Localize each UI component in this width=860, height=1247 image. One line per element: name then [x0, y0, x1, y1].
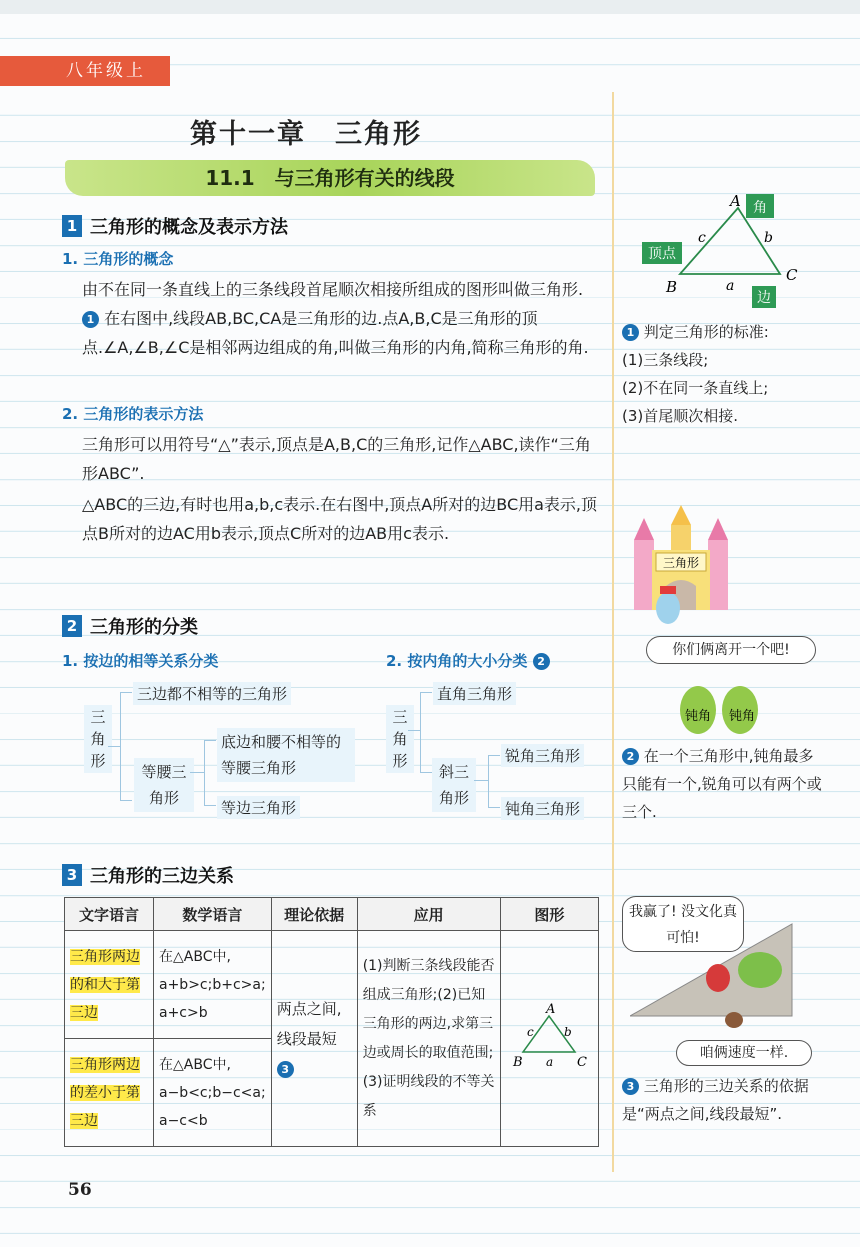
row2-math-line: a−b<c;b−c<a;: [159, 1084, 266, 1101]
table-header: 文字语言: [65, 898, 154, 931]
tree1-node-iso-noneq: 底边和腰不相等的等腰三角形: [217, 728, 355, 782]
tree1-branch1: [120, 692, 132, 693]
small-fig-B: B: [513, 1054, 523, 1070]
note-marker-2: 2: [533, 653, 550, 670]
part1-heading: [62, 213, 288, 239]
basis-cell: [271, 931, 357, 1147]
sidebar-note2: [622, 742, 822, 826]
castle-speech-bubble: 你们俩离开一个吧!: [646, 636, 816, 664]
part2-num: 2: [62, 615, 82, 637]
part2-sub2-label: 2. 按内角的大小分类: [386, 652, 528, 670]
part2-title: 三角形的分类: [90, 617, 198, 638]
obtuse-char-1: 钝角: [684, 709, 712, 724]
row2-math-line: a−c<b: [159, 1112, 208, 1129]
row1-math-line: a+c>b: [159, 1004, 208, 1021]
fig-B: B: [666, 278, 678, 296]
angle-tag: 角: [753, 200, 767, 216]
part1-sub2: 2. 三角形的表示方法: [62, 405, 204, 423]
table-header-row: [65, 898, 599, 931]
fig-a: a: [726, 278, 735, 294]
part2-sub2: [386, 650, 550, 671]
row1-math-line: a+b>c;b+c>a;: [159, 976, 266, 993]
note-marker-1: 1: [82, 311, 99, 328]
part3-num: 3: [62, 864, 82, 886]
tree1-branch3: [204, 740, 216, 741]
fig-b: b: [764, 230, 773, 246]
row2-math-line: 在△ABC中,: [159, 1056, 231, 1073]
small-fig-A: A: [546, 1001, 556, 1017]
small-fig-a: a: [546, 1054, 554, 1069]
tree2-node-obtuse: 钝角三角形: [501, 797, 584, 820]
side-tag: 边: [757, 290, 771, 306]
note1-item: (2)不在同一条直线上;: [622, 379, 769, 397]
tree1-node-equilateral: 等边三角形: [217, 796, 300, 819]
tree2-node-acute: 锐角三角形: [501, 744, 584, 767]
row2-text: [65, 1039, 154, 1147]
obtuse-char-2: 钝角: [728, 709, 756, 724]
note-marker-1: 1: [622, 324, 639, 341]
tree1-stem2: [190, 772, 204, 773]
same-speed-speech-bubble: 咱俩速度一样.: [676, 1040, 812, 1066]
table-header: 理论依据: [271, 898, 357, 931]
sidebar-note3: [622, 1072, 822, 1128]
tree1-branch2: [120, 800, 132, 801]
top-strip: [0, 0, 860, 14]
small-fig-C: C: [577, 1054, 588, 1070]
sidebar-note1: [622, 318, 822, 430]
part1-num: 1: [62, 215, 82, 237]
basis-text: 两点之间,线段最短: [276, 999, 342, 1048]
three-sides-table: [64, 897, 599, 1147]
fig-c: c: [698, 230, 706, 246]
vertex-tag: 顶点: [648, 246, 676, 262]
tree1-bracket: [120, 692, 121, 800]
part1-sub1: 1. 三角形的概念: [62, 250, 174, 268]
tree2-branch4: [488, 807, 500, 808]
part2-sub1: 1. 按边的相等关系分类: [62, 652, 219, 670]
tree1-node-isosceles: 等腰三角形: [134, 758, 194, 812]
figure-cell: [500, 931, 598, 1147]
part1-def: 由不在同一条直线上的三条线段首尾顺次相接所组成的图形叫做三角形.: [82, 280, 584, 299]
fig-C: C: [786, 266, 798, 284]
tree2-node-oblique: 斜三角形: [432, 758, 476, 812]
obtuse-angle-characters: [672, 680, 772, 736]
part1-def-cont: 在右图中,线段AB,BC,CA是三角形的边.点A,B,C是三角形的顶点.∠A,∠B,∠C是相邻两边组成的角,叫做三角形的内角,简称三角形的角.: [82, 309, 589, 357]
part1-title: 三角形的概念及表示方法: [90, 217, 288, 238]
tree2-stem: [408, 730, 420, 731]
tree2-branch3: [488, 755, 500, 756]
note1-title: 判定三角形的标准:: [643, 323, 769, 341]
row2-text-value: 三角形两边的差小于第三边: [70, 1056, 140, 1129]
tree1-stem: [108, 746, 120, 747]
section-title: 11.1 与三角形有关的线段: [65, 160, 595, 196]
tree1-node-scalene: 三边都不相等的三角形: [133, 682, 291, 705]
note-marker-3: 3: [277, 1061, 294, 1078]
tree2-bracket: [420, 692, 421, 772]
castle-sign: 三角形: [662, 556, 700, 570]
table-row: [65, 931, 599, 1039]
small-fig-c: c: [527, 1024, 535, 1039]
row1-math: [154, 931, 272, 1039]
tree2-bracket2: [488, 755, 489, 807]
tree1-root: 三角形: [84, 705, 112, 773]
tree1-branch4: [204, 805, 216, 806]
grade-tab: 八年级上: [0, 56, 170, 86]
note-marker-3: 3: [622, 1078, 639, 1095]
application-cell: (1)判断三条线段能否组成三角形;(2)已知三角形的两边,求第三边或周长的取值范围;(3)证明线段的不等关系: [357, 931, 500, 1147]
small-fig-b: b: [564, 1024, 573, 1039]
table-header: 数学语言: [154, 898, 272, 931]
part1-paragraph1: [82, 275, 602, 362]
fig-A: A: [730, 192, 741, 210]
page-number: 56: [68, 1180, 92, 1200]
margin-divider: [612, 92, 614, 1172]
race-triangle-illustration: [630, 920, 810, 1040]
chapter-title: 第十一章 三角形: [190, 119, 422, 150]
tree1-bracket2: [204, 740, 205, 805]
row2-math: [154, 1039, 272, 1147]
note1-title-line: [622, 318, 822, 346]
tree2-branch1: [420, 692, 432, 693]
tree2-stem2: [474, 780, 488, 781]
tree2-node-right: 直角三角形: [433, 682, 516, 705]
note1-item: (1)三条线段;: [622, 351, 709, 369]
note2-text: 在一个三角形中,钝角最多只能有一个,锐角可以有两个或三个.: [622, 747, 822, 821]
note1-item: (3)首尾顺次相接.: [622, 407, 739, 425]
castle-illustration: [626, 500, 736, 630]
table-header: 图形: [500, 898, 598, 931]
tree2-root: 三角形: [386, 705, 414, 773]
row1-text-value: 三角形两边的和大于第三边: [70, 948, 140, 1021]
table-header: 应用: [357, 898, 500, 931]
win-speech-bubble: 我赢了! 没文化真可怕!: [622, 896, 744, 952]
part1-paragraph3: △ABC的三边,有时也用a,b,c表示.在右图中,顶点A所对的边BC用a表示,顶点B所对的边AC用b表示,顶点C所对的边AB用c表示.: [82, 495, 598, 543]
small-triangle-figure: [509, 1002, 589, 1072]
part3-title: 三角形的三边关系: [90, 866, 234, 887]
triangle-anatomy-figure: [630, 192, 810, 310]
part3-heading: [62, 862, 234, 888]
tree2-branch2: [420, 772, 432, 773]
row1-math-line: 在△ABC中,: [159, 948, 231, 965]
part2-heading: [62, 613, 198, 639]
row1-text: [65, 931, 154, 1039]
part1-paragraph2: 三角形可以用符号“△”表示,顶点是A,B,C的三角形,记作△ABC,读作“三角形ABC”.: [82, 435, 591, 483]
note-marker-2: 2: [622, 748, 639, 765]
note3-text: 三角形的三边关系的依据是“两点之间,线段最短”.: [622, 1077, 809, 1123]
